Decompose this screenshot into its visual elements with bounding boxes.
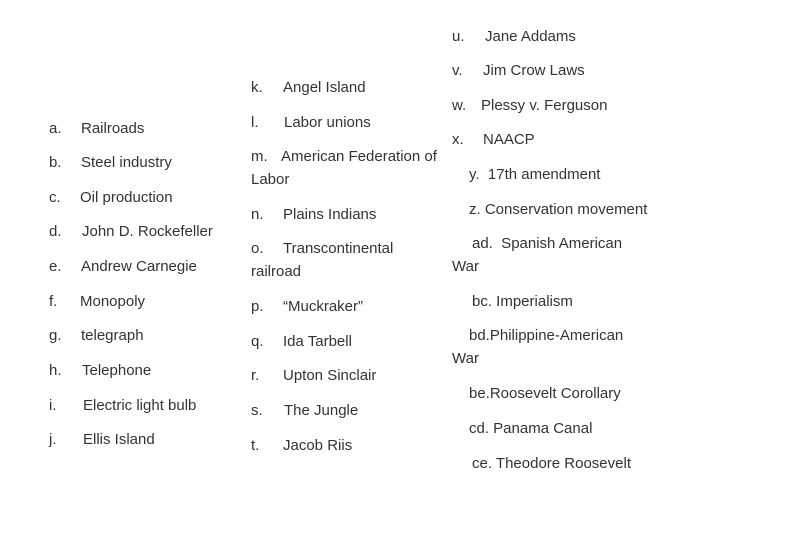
list-item-u — [452, 25, 576, 48]
list-item-bc — [472, 290, 573, 313]
list-marker: j. — [49, 431, 57, 448]
list-item-text: Jim Crow Laws — [483, 62, 585, 79]
list-item-text: Plessy v. Ferguson — [481, 97, 608, 114]
list-item-text: “Muckraker” — [283, 298, 364, 315]
list-item-text: ce. Theodore Roosevelt — [472, 455, 631, 472]
list-item-text: be.Roosevelt Corollary — [469, 385, 621, 402]
list-item-text: Transcontinental — [283, 240, 394, 257]
list-item-text: y. 17th amendment — [469, 166, 601, 183]
list-marker: h. — [49, 362, 62, 379]
list-marker: q. — [251, 333, 264, 350]
list-item-z — [469, 198, 647, 221]
list-marker: k. — [251, 79, 263, 96]
list-item-t — [251, 434, 352, 457]
list-item-text-continued: railroad — [251, 263, 302, 280]
list-item-text-continued: War — [452, 258, 479, 275]
list-item-bd — [452, 324, 623, 370]
list-item-text: cd. Panama Canal — [469, 420, 593, 437]
list-item-text: bd.Philippine-American — [469, 327, 624, 344]
list-item-text: Jacob Riis — [283, 437, 353, 454]
list-item-l — [251, 111, 371, 134]
list-item-n — [251, 203, 376, 226]
list-item-w — [452, 94, 607, 117]
list-item-text: Jane Addams — [485, 28, 576, 45]
list-item-i — [49, 394, 196, 417]
list-item-ad — [452, 232, 622, 278]
list-item-b — [49, 151, 172, 174]
list-item-p — [251, 295, 363, 318]
list-item-cd — [469, 417, 592, 440]
list-item-y — [469, 163, 600, 186]
list-marker: p. — [251, 298, 264, 315]
list-marker: a. — [49, 120, 62, 137]
list-item-text: Labor unions — [284, 114, 371, 131]
list-item-text: Railroads — [81, 120, 145, 137]
list-marker: v. — [452, 62, 463, 79]
list-marker: d. — [49, 223, 62, 240]
list-item-text: telegraph — [81, 327, 144, 344]
list-item-x — [452, 128, 535, 151]
list-item-text-continued: War — [452, 350, 479, 367]
list-item-text: Telephone — [82, 362, 152, 379]
list-item-c — [49, 186, 173, 209]
list-item-o — [251, 237, 393, 283]
list-item-f — [49, 290, 145, 313]
list-item-text: z. Conservation movement — [469, 201, 648, 218]
list-item-text: ad. Spanish American — [472, 235, 623, 252]
list-item-text: bc. Imperialism — [472, 293, 573, 310]
list-item-ce — [472, 452, 631, 475]
list-item-h — [49, 359, 151, 382]
list-marker: w. — [452, 97, 467, 114]
list-marker: r. — [251, 367, 260, 384]
list-marker: x. — [452, 131, 464, 148]
list-marker: o. — [251, 240, 264, 257]
list-item-k — [251, 76, 366, 99]
list-item-m — [251, 145, 437, 191]
list-marker: l. — [251, 114, 259, 131]
list-item-d — [49, 220, 213, 243]
list-item-r — [251, 364, 376, 387]
list-marker: i. — [49, 397, 57, 414]
list-item-text: NAACP — [483, 131, 535, 148]
list-item-q — [251, 330, 352, 353]
list-marker: s. — [251, 402, 263, 419]
list-item-j — [49, 428, 155, 451]
list-item-text: Ida Tarbell — [283, 333, 352, 350]
list-marker: b. — [49, 154, 62, 171]
list-item-text: Monopoly — [80, 293, 146, 310]
list-item-text: Angel Island — [283, 79, 366, 96]
list-item-e — [49, 255, 197, 278]
list-item-text: Oil production — [80, 189, 173, 206]
list-item-text: Andrew Carnegie — [81, 258, 197, 275]
list-item-text: Electric light bulb — [83, 397, 197, 414]
list-item-text: The Jungle — [284, 402, 359, 419]
list-item-text: Plains Indians — [283, 206, 377, 223]
list-item-text: John D. Rockefeller — [82, 223, 213, 240]
list-item-a — [49, 117, 144, 140]
list-item-s — [251, 399, 358, 422]
list-item-v — [452, 59, 585, 82]
list-item-text: American Federation of — [281, 148, 437, 165]
list-marker: t. — [251, 437, 260, 454]
list-marker: m. — [251, 148, 268, 165]
list-marker: n. — [251, 206, 264, 223]
list-item-be — [469, 382, 621, 405]
list-marker: u. — [452, 28, 465, 45]
list-marker: f. — [49, 293, 58, 310]
list-marker: g. — [49, 327, 62, 344]
list-item-text: Ellis Island — [83, 431, 155, 448]
list-item-g — [49, 324, 144, 347]
list-marker: c. — [49, 189, 61, 206]
list-item-text: Upton Sinclair — [283, 367, 377, 384]
list-item-text: Steel industry — [81, 154, 172, 171]
list-marker: e. — [49, 258, 62, 275]
list-item-text-continued: Labor — [251, 171, 290, 188]
